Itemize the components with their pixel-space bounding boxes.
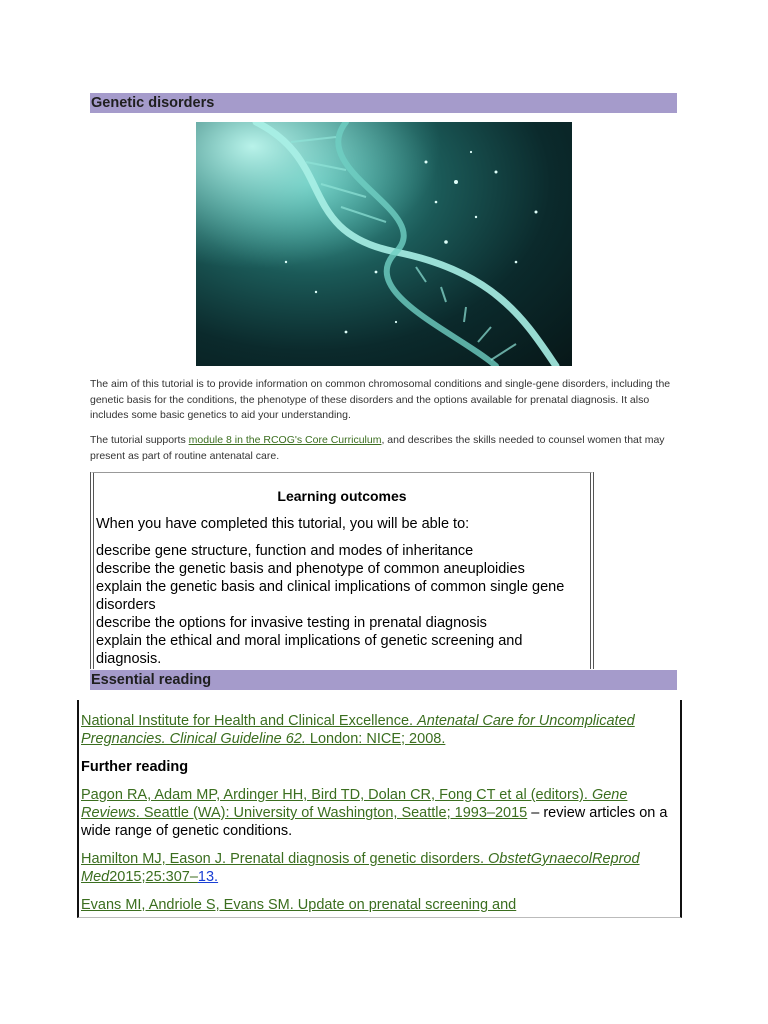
core-curriculum-link[interactable]: module 8 in the RCOG's Core Curriculum: [188, 434, 382, 446]
reference-nice-link[interactable]: National Institute for Health and Clinical Excellence. Antenatal Care for Uncomplicated Pregnancies. Clinical Guideline 62. London: NICE; 2008.: [81, 713, 635, 747]
reference-pagon-link[interactable]: Pagon RA, Adam MP, Ardinger HH, Bird TD, Dolan CR, Fong CT et al (editors). Gene Reviews. Seattle (WA): University of Washington, Seattle; 1993–2015: [81, 787, 628, 821]
outcome-item: explain the ethical and moral implications of genetic screening and diagnosis.: [96, 633, 523, 667]
reference-evans-link[interactable]: Evans MI, Andriole S, Evans SM. Update on prenatal screening and: [81, 897, 517, 913]
reference-hamilton-link[interactable]: Hamilton MJ, Eason J. Prenatal diagnosis of genetic disorders. ObstetGynaecolReprod Med2015;25:307–: [81, 851, 640, 885]
reading-box: [77, 700, 682, 918]
curriculum-text-before: The tutorial supports: [90, 434, 189, 446]
section-heading-essential-reading: Essential reading: [90, 670, 677, 690]
reference-pagon: [81, 786, 680, 840]
curriculum-text-after: , and describes the skills needed to counsel women that may present as part of routine antenatal care.: [90, 434, 665, 462]
learning-outcomes-box: [90, 472, 594, 669]
learning-outcomes-title: Learning outcomes: [277, 488, 407, 504]
reference-hamilton: [81, 850, 680, 886]
reference-pagon-note: – review articles on a wide range of genetic conditions.: [81, 805, 668, 839]
outcome-item: describe the options for invasive testing in prenatal diagnosis: [96, 615, 487, 631]
section-heading-genetic-disorders: Genetic disorders: [90, 93, 677, 113]
reference-evans: [81, 896, 680, 914]
outcome-item: describe the genetic basis and phenotype of common aneuploidies: [96, 561, 525, 577]
further-reading-heading: Further reading: [81, 759, 189, 775]
curriculum-paragraph: [90, 433, 680, 464]
reference-hamilton-page-link[interactable]: 13.: [197, 869, 219, 885]
outcome-item: explain the genetic basis and clinical implications of common single gene disorders: [96, 579, 565, 613]
learning-outcomes-list: [96, 542, 590, 668]
dna-helix-image: [196, 122, 572, 366]
outcome-item: describe gene structure, function and modes of inheritance: [96, 543, 474, 559]
reference-nice: [81, 712, 680, 748]
learning-outcomes-lead: When you have completed this tutorial, you will be able to:: [96, 516, 470, 532]
intro-paragraph: The aim of this tutorial is to provide information on common chromosomal conditions and single-gene disorders, including the genetic basis for the conditions, the phenotype of these disorders and the options available for prenatal diagnosis. It also includes some basic genetics to aid your understanding.: [90, 378, 671, 421]
